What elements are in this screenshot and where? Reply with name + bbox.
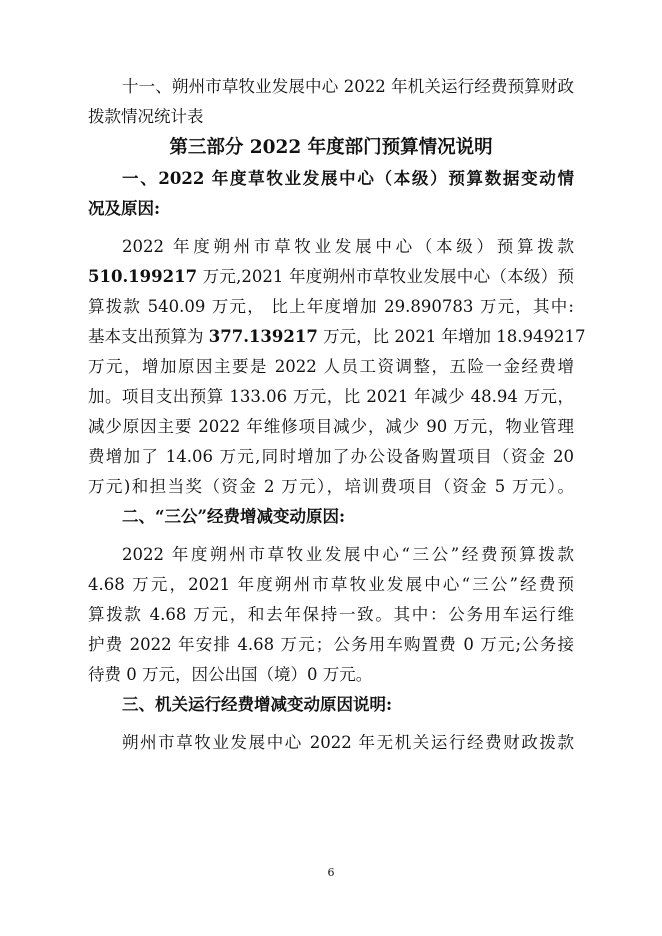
para-2-line-2: 4.68 万元，2021 年度朔州市草牧业发展中心“三公”经费预 <box>88 575 574 594</box>
para-2-line-3: 算拨款 4.68 万元，和去年保持一致。其中：公务用车运行维 <box>88 605 574 624</box>
para-2-line-4: 护费 2022 年安排 4.68 万元；公务用车购置费 0 万元;公务接 <box>88 635 574 654</box>
heading-3: 三、机关运行经费增减变动原因说明: <box>122 695 393 714</box>
para-2-line-5: 待费 0 万元，因公出国（境）0 万元。 <box>88 665 373 684</box>
para-1-line-9: 万元)和担当奖（资金 2 万元），培训费项目（资金 5 万元）。 <box>88 477 574 496</box>
para-3-line-1: 朔州市草牧业发展中心 2022 年无机关运行经费财政拨款 <box>122 733 574 752</box>
section-eleven-line-1: 十一、朔州市草牧业发展中心 2022 年机关运行经费预算财政 <box>122 77 574 96</box>
basic-expenditure-bold: 377.139217 <box>208 327 318 346</box>
para-1-line-5: 万元，增加原因主要是 2022 人员工资调整，五险一金经费增 <box>88 357 574 376</box>
heading-1-line-1: 一、2022 年度草牧业发展中心（本级）预算数据变动情 <box>122 169 574 188</box>
para-1-line-2-rest: 万元,2021 年度朔州市草牧业发展中心（本级）预 <box>197 267 574 286</box>
para-1-line-8: 费增加了 14.06 万元,同时增加了办公设备购置项目（资金 20 <box>88 447 574 466</box>
para-1-line-2 <box>88 262 574 292</box>
document-page <box>88 72 586 758</box>
para-1-line-3: 算拨款 540.09 万元， 比上年度增加 29.890783 万元，其中: <box>88 297 574 316</box>
heading-2: 二、“三公”经费增减变动原因: <box>122 507 346 526</box>
para-2-line-1: 2022 年度朔州市草牧业发展中心“三公”经费预算拨款 <box>122 545 574 564</box>
heading-1-line-2: 况及原因: <box>88 199 161 218</box>
para-1-line-6: 加。项目支出预算 133.06 万元，比 2021 年减少 48.94 万元， <box>88 387 574 406</box>
page-number: 6 <box>327 866 335 879</box>
para-1-line-4 <box>88 322 586 352</box>
para-1-line-7: 减少原因主要 2022 年维修项目减少，减少 90 万元，物业管理 <box>88 417 574 436</box>
section-eleven-line-2: 拨款情况统计表 <box>88 107 204 126</box>
part-title: 第三部分 2022 年度部门预算情况说明 <box>169 137 493 158</box>
budget-amount-bold: 510.199217 <box>88 267 198 286</box>
para-1-line-4-post: 万元，比 2021 年增加 18.949217 <box>317 327 586 346</box>
para-1-line-4-pre: 基本支出预算为 <box>88 327 209 346</box>
para-1-line-1: 2022 年度朔州市草牧业发展中心（本级）预算拨款 <box>122 237 574 256</box>
